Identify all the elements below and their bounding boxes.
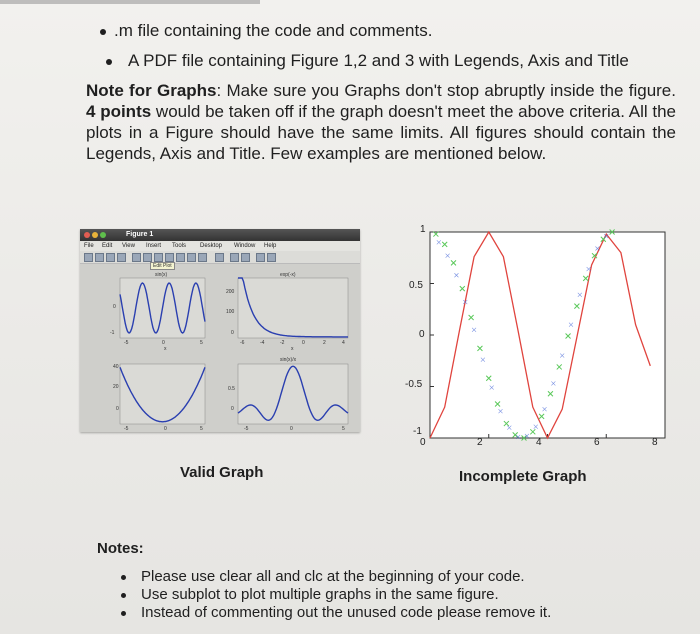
plot-axes-box [430, 232, 665, 438]
subplot-4-xtick: 0 [290, 426, 293, 432]
ytick-label: -1 [413, 426, 422, 437]
data-cursor-icon[interactable] [187, 253, 196, 262]
close-window-icon[interactable] [84, 232, 90, 238]
figure-title: Figure 1 [126, 231, 154, 238]
incomplete-graph-plot [390, 222, 680, 462]
figure-menu-bar [80, 241, 360, 251]
link-plot-icon[interactable] [215, 253, 224, 262]
open-file-icon[interactable] [95, 253, 104, 262]
bullet-dot [106, 59, 112, 65]
xtick-label: 8 [652, 437, 658, 448]
menu-tools[interactable]: Tools [172, 243, 187, 249]
subplot-3-ytick: 20 [113, 384, 119, 390]
subplot-1-xtick: -5 [124, 340, 129, 346]
subplot-2-ytick: 100 [226, 309, 235, 315]
subplot-4-xtick: 5 [342, 426, 345, 432]
save-icon[interactable] [106, 253, 115, 262]
insert-legend-icon[interactable] [241, 253, 250, 262]
subplot-1-ytick: 0 [113, 304, 116, 310]
notes-item: Please use clear all and clc at the beginning of your code. [141, 568, 525, 585]
print-icon[interactable] [117, 253, 126, 262]
maximize-window-icon[interactable] [100, 232, 106, 238]
subplots-svg [80, 264, 360, 432]
note-for-graphs-paragraph [86, 80, 676, 164]
notes-heading: Notes: [97, 540, 144, 557]
menu-window[interactable]: Window [234, 243, 256, 249]
note-points: 4 points [86, 102, 152, 121]
zoom-out-icon[interactable] [154, 253, 163, 262]
bullet-item-pdf-file: A PDF file containing Figure 1,2 and 3 with Legends, Axis and Title [128, 51, 629, 70]
subplot-2-ytick: 200 [226, 289, 235, 295]
note-heading: Note for Graphs [86, 81, 217, 100]
menu-help[interactable]: Help [264, 243, 277, 249]
subplot-4-ytick: 0.5 [228, 386, 235, 392]
valid-graph-caption: Valid Graph [180, 464, 264, 481]
ytick-label: 1 [420, 224, 426, 235]
pan-icon[interactable] [165, 253, 174, 262]
subplot-3-ytick: 0 [116, 406, 119, 412]
subplot-2-xtick: -6 [240, 340, 245, 346]
subplot-2-axes [238, 278, 348, 338]
xtick-label: 0 [420, 437, 426, 448]
subplot-2-title: exp(-x) [280, 272, 296, 278]
edit-plot-icon[interactable] [132, 253, 141, 262]
notes-item: Use subplot to plot multiple graphs in the same figure. [141, 586, 499, 603]
minimize-window-icon[interactable] [92, 232, 98, 238]
subplot-area [80, 264, 360, 432]
note-text-2: would be taken off if the graph doesn't meet the above criteria. All the plots in a Figure should have the same limits. All figures should contain the Legends, Axis and Title [86, 102, 676, 163]
subplot-1-xlabel: x [164, 346, 167, 352]
subplot-3-xtick: 5 [200, 426, 203, 432]
notes-bullet-dot [121, 575, 126, 580]
subplot-3-xtick: -5 [124, 426, 129, 432]
insert-colorbar-icon[interactable] [230, 253, 239, 262]
valid-graph-figure-window [80, 229, 360, 432]
ytick-label: -0.5 [405, 379, 423, 390]
xtick-label: 6 [594, 437, 600, 448]
subplot-1-xtick: 5 [200, 340, 203, 346]
subplot-1-ytick: -1 [110, 330, 115, 336]
subplot-3-ytick: 40 [113, 364, 119, 370]
incomplete-graph-caption: Incomplete Graph [459, 468, 587, 485]
top-strip [0, 0, 260, 4]
notes-item: Instead of commenting out the unused code please remove it. [141, 604, 552, 621]
menu-view[interactable]: View [122, 243, 135, 249]
menu-insert[interactable]: Insert [146, 243, 162, 249]
subplot-2-xlabel: x [291, 346, 294, 352]
new-figure-icon[interactable] [84, 253, 93, 262]
subplot-2-xtick: 0 [302, 340, 305, 346]
edit-plot-tooltip: Edit Plot [150, 262, 175, 270]
subplot-4-xtick: -5 [244, 426, 249, 432]
zoom-in-icon[interactable] [143, 253, 152, 262]
ytick-label: 0 [419, 329, 425, 340]
incomplete-graph-svg [390, 222, 680, 462]
xtick-label: 4 [536, 437, 542, 448]
note-text-1: : Make sure you Graphs don't stop abruptly inside the figure. [216, 81, 676, 100]
subplot-2-xtick: -2 [280, 340, 285, 346]
xtick-label: 2 [477, 437, 483, 448]
figure-toolbar [80, 251, 360, 264]
note-text-3: . Few examples are mentioned below. [260, 144, 547, 163]
ytick-label: 0.5 [409, 280, 423, 291]
brush-icon[interactable] [198, 253, 207, 262]
bullet-item-m-file: .m file containing the code and comments. [114, 21, 433, 40]
hide-plot-tools-icon[interactable] [256, 253, 265, 262]
menu-edit[interactable]: Edit [102, 243, 113, 249]
subplot-3-xtick: 0 [164, 426, 167, 432]
menu-desktop[interactable]: Desktop [200, 243, 223, 249]
notes-bullet-dot [121, 593, 126, 598]
subplot-2-xtick: 2 [323, 340, 326, 346]
subplot-2-xtick: 4 [342, 340, 345, 346]
subplot-2-xtick: -4 [260, 340, 265, 346]
show-plot-tools-icon[interactable] [267, 253, 276, 262]
subplot-4-title: sin(x)/x [280, 357, 297, 363]
subplot-1-title: sin(x) [155, 272, 168, 278]
subplot-1-xtick: 0 [162, 340, 165, 346]
subplot-4-ytick: 0 [231, 406, 234, 412]
subplot-2-ytick: 0 [231, 330, 234, 336]
subplot-4-axes [238, 364, 348, 424]
figure-title-bar [80, 229, 360, 241]
menu-file[interactable]: File [84, 243, 94, 249]
notes-bullet-dot [121, 611, 126, 616]
bullet-dot [100, 29, 106, 35]
rotate-icon[interactable] [176, 253, 185, 262]
